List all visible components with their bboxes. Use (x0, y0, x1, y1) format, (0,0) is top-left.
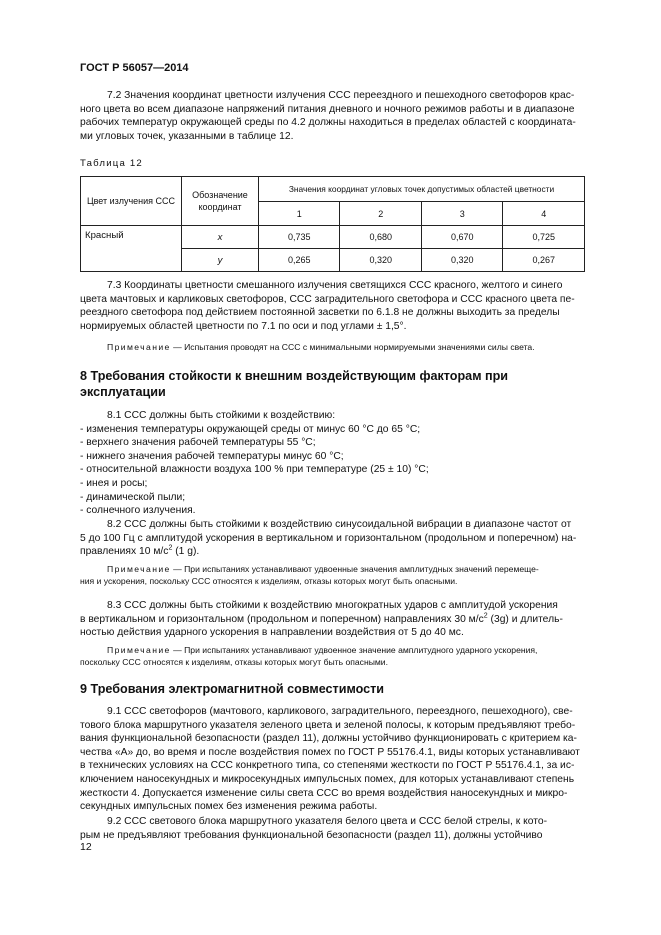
section-8-title (80, 369, 584, 400)
paragraph-9-1 (80, 705, 584, 814)
list-item: - относительной влажности воздуха 100 % при температуре (25 ± 10) °С; (80, 464, 429, 476)
title-line: эксплуатации (80, 384, 166, 399)
text-line: рым не предъявляют требования функциональной безопасности (раздел 11), должны устойчиво (80, 829, 543, 841)
text-line: 8.2 ССС должны быть стойкими к воздействию синусоидальной вибрации в диапазоне частот от (107, 519, 572, 530)
note-3 (80, 644, 584, 669)
text-line: 9.1 ССС светофоров (мачтового, карликового, заградительного, переездного, пешеходного), све- (107, 706, 573, 717)
header-point-4: 4 (503, 202, 585, 226)
note-label: Примечание (107, 645, 171, 655)
table-12 (80, 176, 585, 272)
cell-value: 0,265 (259, 249, 340, 272)
header-point-2: 2 (340, 202, 421, 226)
paragraph-7-3 (80, 279, 584, 333)
text-line: нормируемых областей цветности по 7.1 по оси и под углами ± 1,5°. (80, 320, 407, 332)
text-run: в вертикальном и горизонтальном (продольном и поперечном) направлениях 30 м/с (80, 613, 484, 625)
text-line (80, 613, 584, 627)
cell-value: 0,725 (503, 226, 585, 249)
text-line: ного цвета во всем диапазоне напряжений питания дневного и ночного режимов работы и в диапазоне (80, 103, 575, 115)
note-text: — Испытания проводят на ССС с минимальными нормируемыми значениями силы света. (173, 342, 535, 352)
note-label: Примечание (107, 564, 171, 574)
cell-coord: y (182, 249, 259, 272)
text-run: (3g) и длитель- (487, 613, 563, 625)
note-text: — При испытаниях устанавливают удвоенные значения амплитудных значений перемеще- (173, 564, 539, 574)
section-9-title: 9 Требования электромагнитной совместимости (80, 682, 385, 696)
header-point-3: 3 (421, 202, 502, 226)
text-line: рабочих температур окружающей среды по 4.2 должны находиться в пределах областей с координата- (80, 117, 576, 129)
note-line (80, 644, 584, 656)
text-line: тового блока маршрутного указателя зеленого цвета и зеленой полосы, к которым предъявляют требо- (80, 719, 576, 731)
text-line: ми угловых точек, указанными в таблице 12. (80, 130, 294, 142)
text-line: 5 до 100 Гц с амплитудой ускорения в вертикальном и горизонтальном (продольном и поперечном) на- (80, 532, 577, 544)
text-line: секундных импульсных помех без изменения режима работы. (80, 801, 378, 813)
note-2 (80, 563, 584, 588)
text-run: правлениях 10 м/с (80, 546, 169, 558)
cell-value: 0,320 (340, 249, 421, 272)
cell-value: 0,320 (421, 249, 502, 272)
text-line: 8.1 ССС должны быть стойкими к воздействию: (107, 410, 336, 421)
cell-value: 0,735 (259, 226, 340, 249)
document-header: ГОСТ Р 56057—2014 (80, 62, 189, 74)
cell-value: 0,680 (340, 226, 421, 249)
text-line: реездного светофора под действием постоянной засветки по 6.1.8 не должны выходить за пределы (80, 307, 560, 319)
note-1 (80, 341, 584, 353)
paragraph-7-2 (80, 89, 584, 143)
text-line: 7.3 Координаты цветности смешанного излучения светящихся ССС красного, желтого и синего (107, 280, 563, 291)
table-row (81, 226, 585, 249)
list-item: - солнечного излучения. (80, 505, 196, 517)
text-line: 7.2 Значения координат цветности излучения ССС переездного и пешеходного светофоров крас- (107, 90, 575, 101)
cell-value: 0,670 (421, 226, 502, 249)
paragraph-8-2 (80, 518, 584, 559)
text-line: ностью действия ударного ускорения в направлении воздействия от 5 до 40 мс. (80, 627, 464, 639)
text-line: чества «А» до, во время и после воздействия помех по ГОСТ Р 55176.4.1, виды которых устанавливают (80, 746, 580, 758)
text-line: жесткости 4. Допускается изменение силы света ССС во время воздействия наносекундных и микро- (80, 787, 568, 799)
note-text: — При испытаниях устанавливают удвоенное значение амплитудного ударного ускорения, (173, 645, 538, 655)
text-line (80, 545, 584, 559)
cell-coord: x (182, 226, 259, 249)
note-label: Примечание (107, 342, 171, 352)
note-line: ния и ускорения, поскольку ССС относятся к изделиям, отказы которых могут быть опасными. (80, 576, 458, 587)
paragraph-8-1 (80, 409, 584, 518)
title-line: 8 Требования стойкости к внешним воздействующим факторам при (80, 369, 509, 383)
paragraph-8-3 (80, 599, 584, 640)
text-line: 8.3 ССС должны быть стойкими к воздействию многократных ударов с амплитудой ускорения (107, 600, 558, 611)
page-number: 12 (80, 841, 92, 853)
text-line: 9.2 ССС светового блока маршрутного указателя белого цвета и ССС белой стрелы, к кото- (107, 816, 548, 827)
cell-color: Красный (81, 226, 182, 272)
header-point-1: 1 (259, 202, 340, 226)
list-item: - верхнего значения рабочей температуры 55 °С; (80, 437, 316, 449)
paragraph-9-2 (80, 815, 584, 842)
header-color: Цвет излучения ССС (81, 177, 182, 226)
list-item: - изменения температуры окружающей среды от минус 60 °С до 65 °С; (80, 423, 421, 435)
cell-value: 0,267 (503, 249, 585, 272)
header-group: Значения координат угловых точек допустимых областей цветности (259, 177, 585, 202)
text-line: цвета мачтовых и карликовых светофоров, ССС заградительного светофора и ССС красного цвета пе- (80, 293, 575, 305)
note-line (80, 563, 584, 575)
text-line: ключением наносекундных и микросекундных импульсных помех, для которых устанавливают степень (80, 773, 575, 785)
text-run: (1 g). (172, 546, 200, 558)
table-caption: Таблица 12 (80, 158, 143, 169)
superscript: 2 (483, 612, 488, 620)
list-item: - нижнего значения рабочей температуры минус 60 °С; (80, 450, 344, 462)
note-line: поскольку ССС относятся к изделиям, отказы которых могут быть опасными. (80, 657, 388, 668)
superscript: 2 (168, 544, 173, 552)
list-item: - динамической пыли; (80, 491, 186, 503)
list-item: - инея и росы; (80, 477, 148, 489)
text-line: в технических условиях на ССС конкретного типа, со степенями жесткости по ГОСТ Р 55176.4.1, за ис- (80, 760, 575, 772)
text-line: вания функциональной безопасности (раздел 11), должны устойчиво функционировать с критерием ка- (80, 733, 577, 745)
header-coord: Обозначение координат (182, 177, 259, 226)
